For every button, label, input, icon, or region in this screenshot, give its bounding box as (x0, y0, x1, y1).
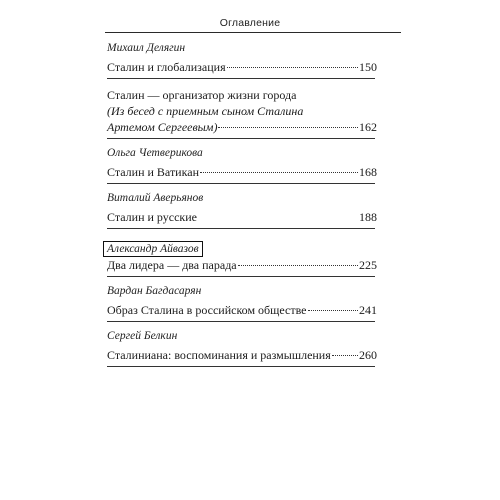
toc-author: Ольга Четверикова (107, 147, 203, 159)
toc-page-number: 260 (359, 348, 377, 362)
entry-divider (107, 321, 375, 322)
toc-page-number: 188 (359, 210, 377, 224)
dot-leader (308, 310, 359, 311)
dot-leader (227, 67, 358, 68)
toc-entry[interactable] (107, 347, 377, 363)
dot-leader (218, 127, 358, 128)
toc-entry[interactable] (107, 87, 377, 135)
toc-entry-title: Сталин и глобализация (107, 60, 226, 74)
toc-entry[interactable] (107, 302, 377, 318)
toc-entry-title: Сталин и русские (107, 210, 197, 224)
running-head: Оглавление (219, 17, 281, 29)
toc-page-number: 225 (359, 258, 377, 272)
toc-page-number: 150 (359, 60, 377, 74)
toc-author: Михаил Делягин (107, 42, 186, 54)
table-of-contents (107, 41, 377, 367)
toc-author: Вардан Багдасарян (107, 285, 202, 297)
dot-leader (238, 265, 358, 266)
toc-author: Сергей Белкин (107, 330, 178, 342)
entry-divider (107, 78, 375, 79)
toc-page-number: 241 (359, 303, 377, 317)
dot-leader (332, 355, 358, 356)
toc-page-number: 168 (359, 165, 377, 179)
toc-entry[interactable] (107, 164, 377, 180)
entry-divider (107, 276, 375, 277)
entry-divider (107, 138, 375, 139)
toc-entry-title: Образ Сталина в российском обществе (107, 303, 307, 317)
toc-entry[interactable] (107, 209, 377, 225)
header-rule (105, 32, 401, 33)
toc-entry-title: Два лидера — два парада (107, 258, 237, 272)
entry-divider (107, 366, 375, 367)
entry-divider (107, 228, 375, 229)
toc-entry[interactable] (107, 257, 377, 273)
toc-entry-subtitle: (Из бесед с приемным сыном Сталина (107, 104, 304, 118)
toc-entry-subtitle: Артемом Сергеевым) (107, 120, 218, 134)
toc-entry-title: Сталин и Ватикан (107, 165, 200, 179)
toc-entry[interactable] (107, 59, 377, 75)
toc-author: Виталий Аверьянов (107, 192, 204, 204)
toc-page-number: 162 (359, 120, 377, 134)
toc-entry-title: Сталиниана: воспоминания и размышления (107, 348, 331, 362)
toc-entry-title: Сталин — организатор жизни города (107, 88, 297, 102)
dot-leader (200, 172, 358, 173)
toc-author-boxed: Александр Айвазов (103, 241, 203, 257)
entry-divider (107, 183, 375, 184)
